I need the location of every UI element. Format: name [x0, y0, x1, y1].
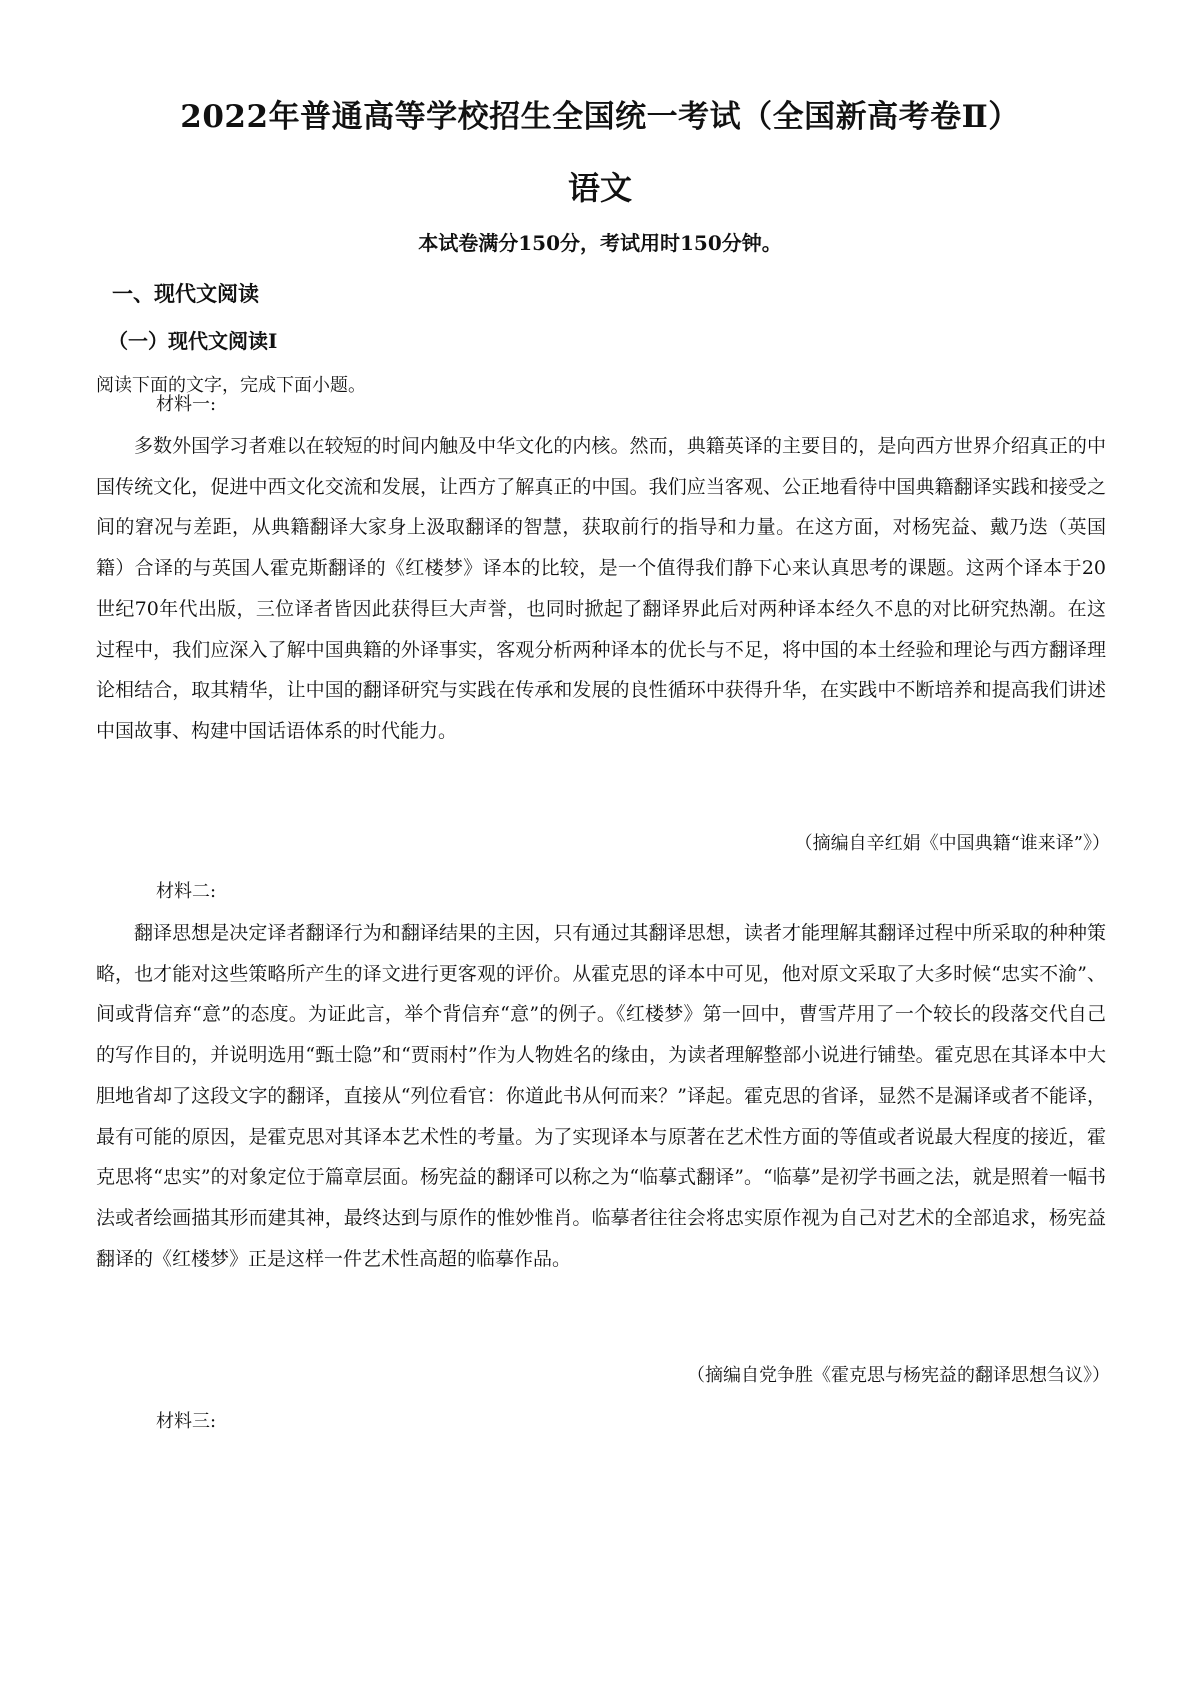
material-1-source: （摘编自辛红娟《中国典籍“谁来译”》） [794, 833, 1110, 854]
material-2-text: 翻译思想是决定译者翻译行为和翻译结果的主因，只有通过其翻译思想，读者才能理解其翻译过程中所采取的种种策略，也才能对这些策略所产生的译文进行更客观的评价。从霍克思的译本中可见，他对原文采取了大多时候“忠实不渝”、间或背信弃“意”的态度。为证此言，举个背信弃“意”的例子。《红楼梦》第一回中，曹雪芹用了一个较长的段落交代自己的写作目的，并说明选用“甄士隐”和“贾雨村”作为人物姓名的缘由，为读者理解整部小说进行铺垫。霍克思在其译本中大胆地省却了这段文字的翻译，直接从“列位看官：你道此书从何而来？”译起。霍克思的省译，显然不是漏译或者不能译，最有可能的原因，是霍克思对其译本艺术性的考量。为了实现译本与原著在艺术性方面的等值或者说最大程度的接近，霍克思将“忠实”的对象定位于篇章层面。杨宪益的翻译可以称之为“临摹式翻译”。“临摹”是初学书画之法，就是照着一幅书法或者绘画描其形而建其神，最终达到与原作的惟妙惟肖。临摹者往往会将忠实原作视为自己对艺术的全部追求，杨宪益翻译的《红楼梦》正是这样一件艺术性高超的临摹作品。 [96, 922, 1106, 1270]
exam-title: 2022年普通高等学校招生全国统一考试（全国新高考卷Ⅱ） [180, 99, 1020, 135]
material-1-label: 材料一: [156, 394, 217, 415]
exam-note: 本试卷满分150分，考试用时150分钟。 [418, 231, 782, 255]
material-2-label: 材料二: [156, 881, 217, 902]
material-1-text: 多数外国学习者难以在较短的时间内触及中华文化的内核。然而，典籍英译的主要目的，是向西方世界介绍真正的中国传统文化，促进中西文化交流和发展，让西方了解真正的中国。我们应当客观、公正地看待中国典籍翻译实践和接受之间的窘况与差距，从典籍翻译大家身上汲取翻译的智慧，获取前行的指导和力量。在这方面，对杨宪益、戴乃迭（英国籍）合译的与英国人霍克斯翻译的《红楼梦》译本的比较，是一个值得我们静下心来认真思考的课题。这两个译本于20世纪70年代出版，三位译者皆因此获得巨大声誉，也同时掀起了翻译界此后对两种译本经久不息的对比研究热潮。在这过程中，我们应深入了解中国典籍的外译事实，客观分析两种译本的优长与不足，将中国的本土经验和理论与西方翻译理论相结合，取其精华，让中国的翻译研究与实践在传承和发展的良性循环中获得升华，在实践中不断培养和提高我们讲述中国故事、构建中国话语体系的时代能力。 [96, 435, 1106, 742]
material-3-label: 材料三: [156, 1411, 217, 1432]
subject-title: 语文 [567, 169, 632, 207]
reading-instruction: 阅读下面的文字，完成下面小题。 [96, 375, 366, 396]
material-2-source: （摘编自党争胜《霍克思与杨宪益的翻译思想刍议》） [687, 1365, 1110, 1386]
section-heading: 一、现代文阅读 [112, 281, 259, 306]
subsection-heading: （一）现代文阅读Ⅰ [108, 329, 278, 353]
